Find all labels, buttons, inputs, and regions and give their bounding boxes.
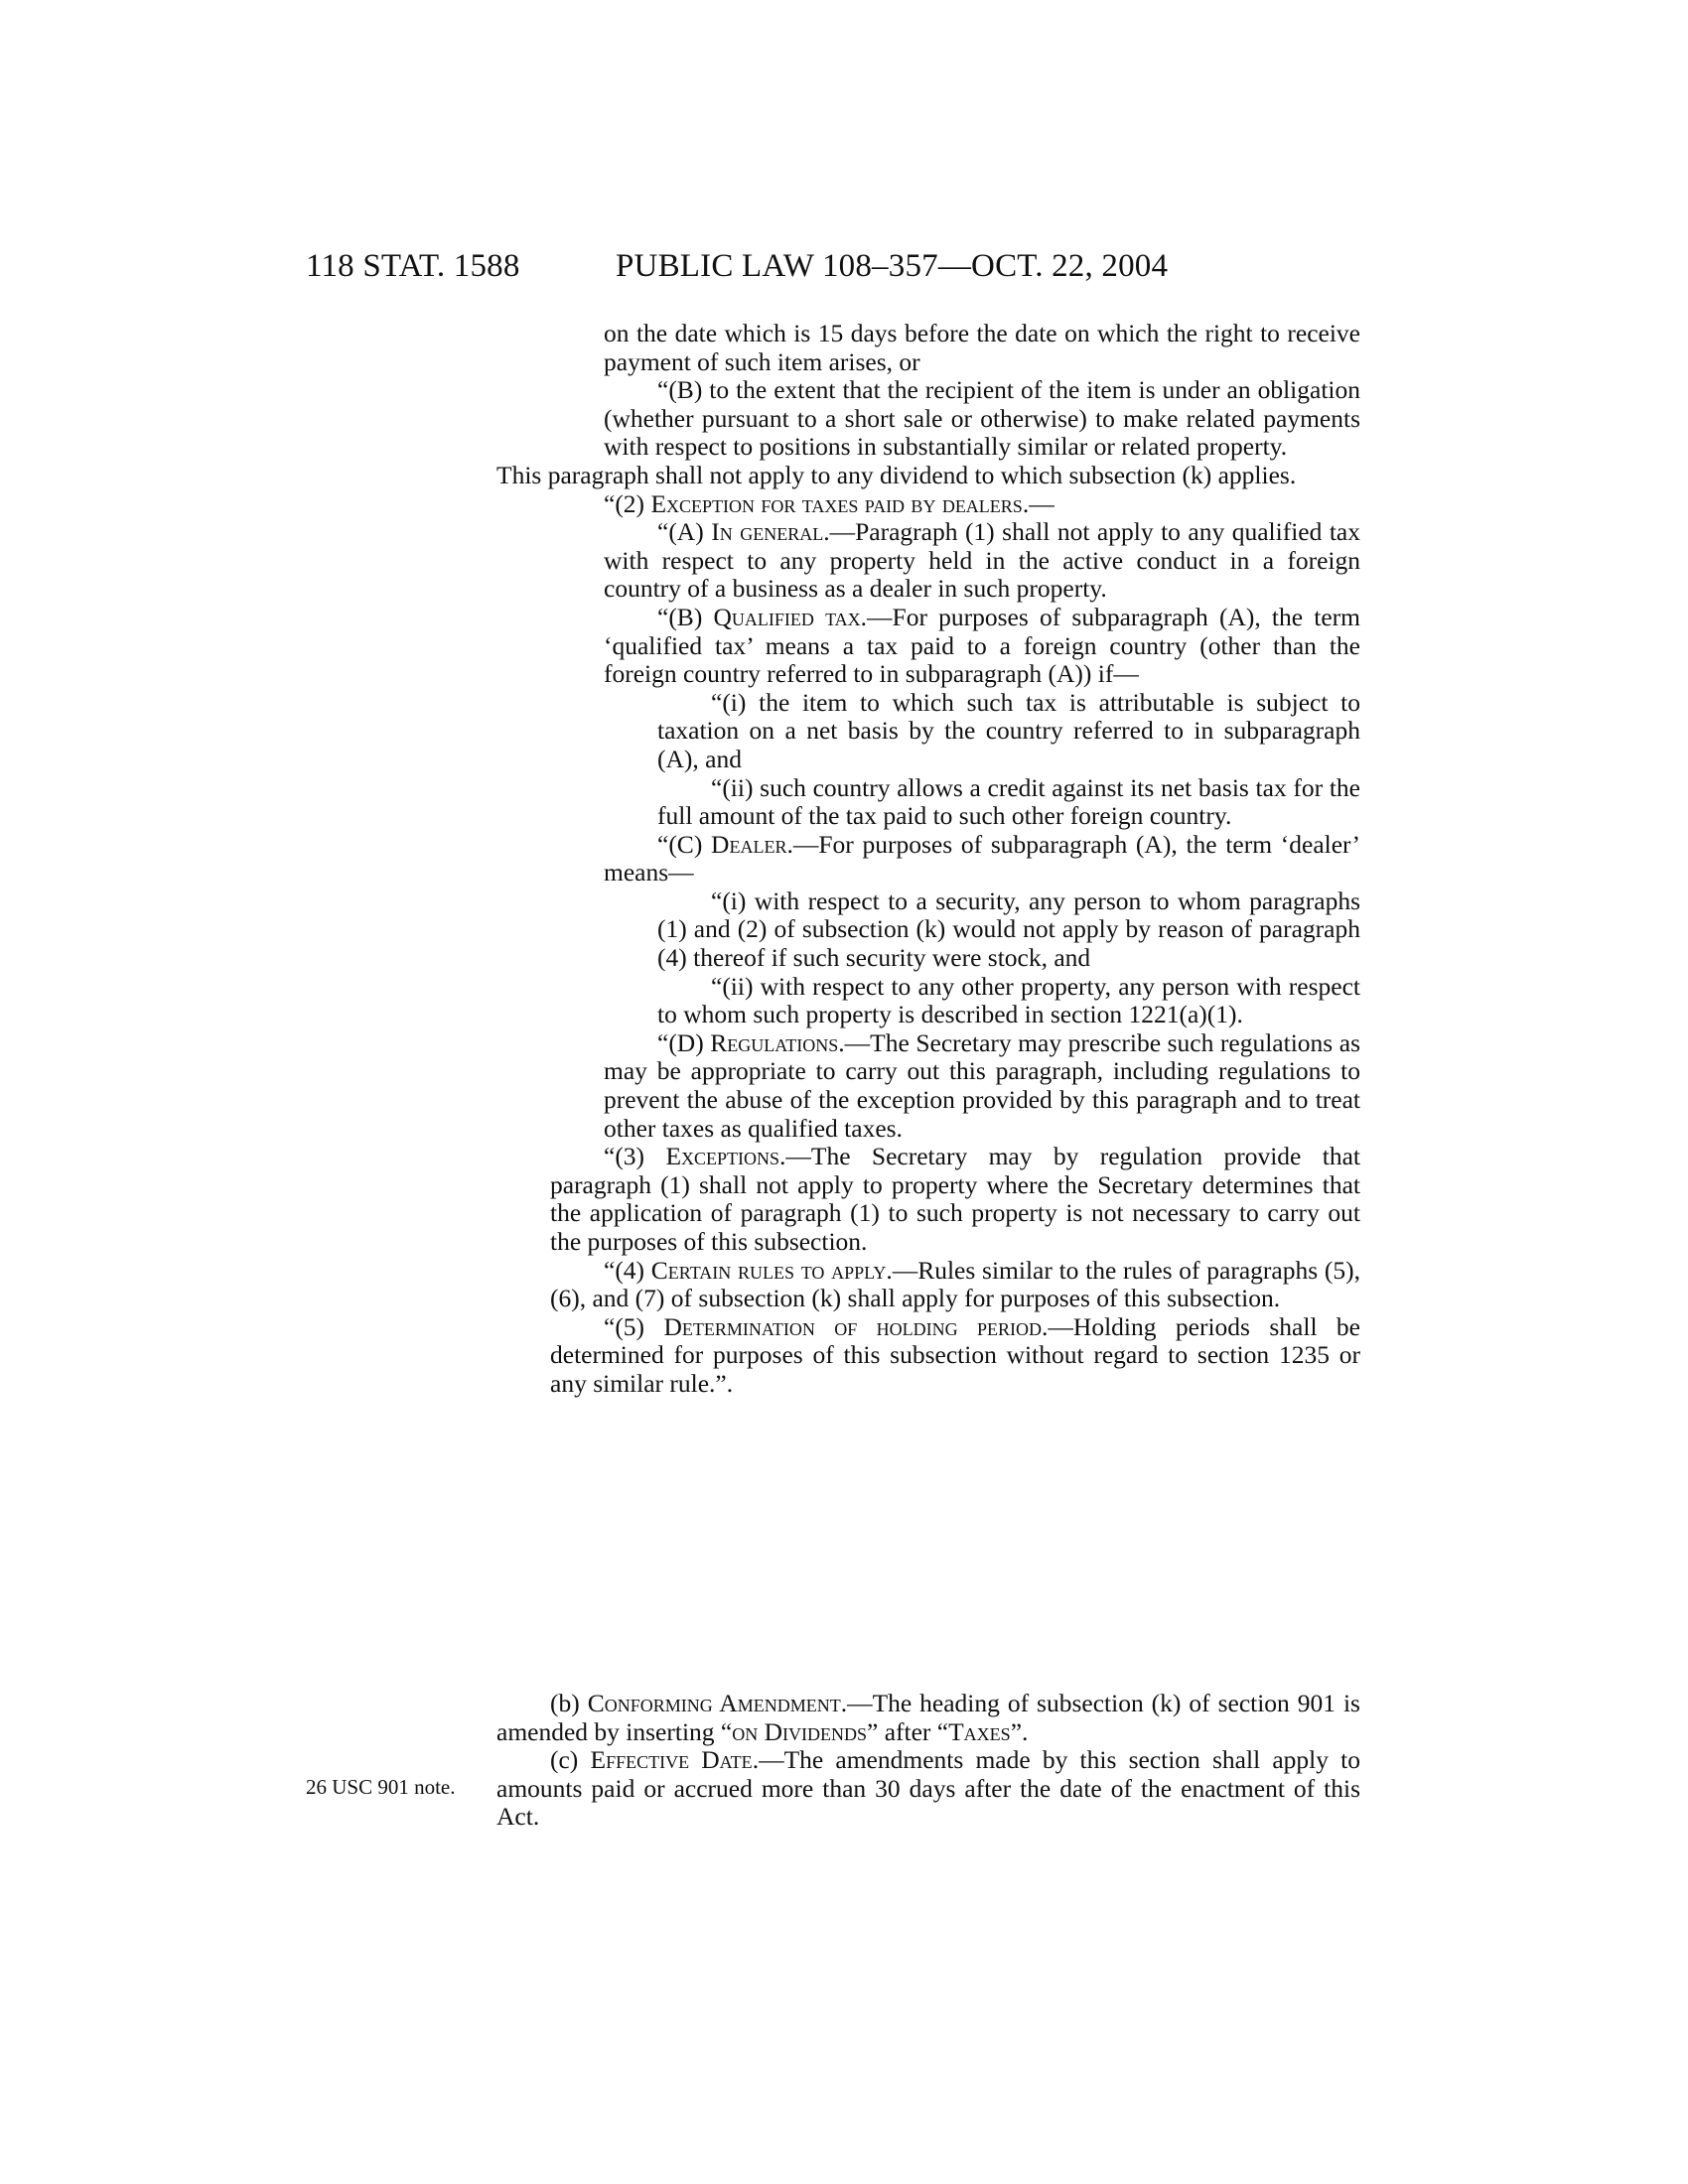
paragraph-heading: Determination of holding period	[663, 1311, 1043, 1341]
paragraph-text: .—Rules similar to the rules of paragraphs (5), (6), and (7) of subsection (k) shall apply for purposes of this subsection.	[550, 1255, 1360, 1313]
subparagraph-b-qualified-tax	[496, 604, 1360, 689]
paragraph-heading: Exceptions	[665, 1142, 780, 1171]
subsection-b	[496, 1690, 1360, 1746]
paragraph-number: “(4)	[604, 1255, 651, 1285]
paragraph-heading: In general	[711, 517, 824, 547]
paragraph-text: .—For purposes of subparagraph (A), the term ‘qualified tax’ means a tax paid to a foreign country (other than the foreign country referred to in subparagraph (A)) if—	[604, 602, 1360, 689]
subparagraph-a	[496, 518, 1360, 604]
paragraph-text: .—The amendments made by this section shall apply to amounts paid or accrued more than 30 days after the date of the enactment of this Act.	[496, 1745, 1361, 1832]
paragraph-number: “(3)	[604, 1142, 666, 1171]
paragraph-number: (b)	[550, 1689, 588, 1717]
paragraph-5	[496, 1313, 1360, 1399]
paragraph-3	[496, 1143, 1360, 1256]
quoted-heading: Taxes	[948, 1716, 1011, 1746]
paragraph-number: “(5)	[604, 1311, 664, 1341]
paragraph-number: “(B)	[657, 602, 714, 631]
subparagraph-b: “(B) to the extent that the recipient of the item is under an obligation (whether pursuant to a short sale or otherwise) to make related payments with respect to positions in substantially similar or related property.	[604, 375, 1360, 462]
paragraph-heading: Conforming Amendment	[587, 1689, 841, 1717]
paragraph-text: .—Paragraph (1) shall not apply to any qualified tax with respect to any property held in the active conduct in a foreign country of a business as a dealer in such property.	[604, 517, 1360, 604]
paragraph-number: “(C)	[657, 829, 712, 859]
running-head: PUBLIC LAW 108–357—OCT. 22, 2004	[616, 248, 1169, 284]
paragraph-text: .—	[1022, 488, 1055, 518]
subsections-b-c	[496, 1690, 1360, 1832]
quoted-heading: on Dividends	[732, 1716, 868, 1746]
clause-i-dealer: “(i) with respect to a security, any person to whom paragraphs (1) and (2) of subsection (k) would not apply by reason of paragraph (4) thereof if such security were stock, and	[657, 886, 1360, 973]
page-number: 118 STAT. 1588	[306, 248, 520, 284]
paragraph-number: (c)	[550, 1745, 591, 1775]
subsection-c	[496, 1746, 1360, 1832]
paragraph-heading: Exception for taxes paid by dealers	[650, 488, 1023, 518]
paragraph-heading: Qualified tax	[713, 602, 861, 631]
paragraph-number: “(D)	[657, 1027, 711, 1057]
paragraph-text: .—The Secretary may prescribe such regulations as may be appropriate to carry out this paragraph, including regulations to prevent the abuse of the exception provided by this paragraph and to treat other taxes as qualified taxes.	[604, 1027, 1361, 1143]
paragraph-text: .—The Secretary may by regulation provide that paragraph (1) shall not apply to property where the Secretary determines that the application of paragraph (1) to such property is not necessary to carry out the purposes of this subsection.	[550, 1142, 1360, 1256]
margin-note: 26 USC 901 note.	[306, 1775, 456, 1799]
clause-i: “(i) the item to which such tax is attributable is subject to taxation on a net basis by the country referred to in subparagraph (A), and	[657, 687, 1360, 773]
paragraph-heading: Effective Date	[590, 1745, 753, 1775]
paragraph-number: “(A)	[657, 517, 712, 547]
paragraph-heading: Regulations	[710, 1027, 839, 1057]
paragraph-text: ”.	[1010, 1716, 1029, 1746]
paragraph-text: .—For purposes of subparagraph (A), the term ‘dealer’ means—	[604, 829, 1360, 887]
subparagraph-c	[496, 831, 1360, 887]
paragraph-4	[496, 1257, 1360, 1313]
clause-ii-dealer: “(ii) with respect to any other property, any person with respect to whom such property is described in section 1221(a)(1).	[657, 971, 1360, 1029]
paragraph-text: .—The heading of subsection (k) of section 901 is amended by inserting “	[496, 1689, 1360, 1746]
document-body	[496, 320, 1360, 1399]
paragraph-number: “(2)	[604, 488, 651, 518]
paragraph-continuation: on the date which is 15 days before the date on which the right to receive payment of such item arises, or	[604, 319, 1360, 376]
paragraph-heading: Certain rules to apply	[650, 1255, 887, 1285]
paragraph-2	[496, 490, 1360, 519]
paragraph-heading: Dealer	[711, 829, 787, 859]
paragraph-text: ” after “	[867, 1716, 949, 1746]
clause-ii: “(ii) such country allows a credit against its net basis tax for the full amount of the tax paid to such other foreign country.	[657, 772, 1360, 831]
flush-sentence: This paragraph shall not apply to any dividend to which subsection (k) applies.	[496, 460, 1297, 489]
paragraph-text: .—Holding periods shall be determined for purposes of this subsection without regard to section 1235 or any similar rule.”.	[550, 1311, 1360, 1398]
subparagraph-d	[496, 1029, 1360, 1143]
